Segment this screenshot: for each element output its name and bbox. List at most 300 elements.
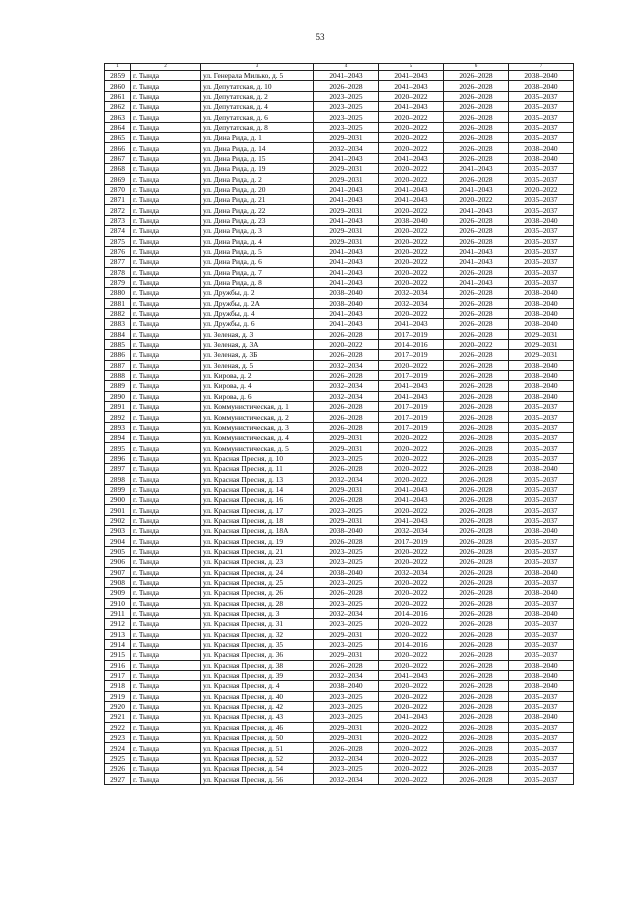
city-cell: г. Тында bbox=[131, 443, 201, 453]
period-cell-7: 2038–2040 bbox=[509, 71, 574, 81]
period-cell-6: 2041–2043 bbox=[444, 257, 509, 267]
period-cell-7: 2035–2037 bbox=[509, 195, 574, 205]
city-cell: г. Тында bbox=[131, 246, 201, 256]
row-number-cell: 2891 bbox=[105, 402, 131, 412]
period-cell-7: 2035–2037 bbox=[509, 650, 574, 660]
city-cell: г. Тында bbox=[131, 608, 201, 618]
table-row bbox=[105, 298, 574, 308]
table-row bbox=[105, 236, 574, 246]
period-cell-7: 2035–2037 bbox=[509, 133, 574, 143]
address-cell: ул. Красная Пресня, д. 31 bbox=[201, 619, 314, 629]
period-cell-7: 2038–2040 bbox=[509, 670, 574, 680]
period-cell-7: 2035–2037 bbox=[509, 774, 574, 784]
table-row bbox=[105, 329, 574, 339]
period-cell-4: 2032–2034 bbox=[314, 474, 379, 484]
period-cell-4: 2038–2040 bbox=[314, 298, 379, 308]
address-cell: ул. Красная Пресня, д. 56 bbox=[201, 774, 314, 784]
period-cell-5: 2041–2043 bbox=[379, 81, 444, 91]
period-cell-6: 2026–2028 bbox=[444, 288, 509, 298]
address-cell: ул. Красная Пресня, д. 18А bbox=[201, 526, 314, 536]
period-cell-4: 2029–2031 bbox=[314, 236, 379, 246]
period-cell-7: 2035–2037 bbox=[509, 412, 574, 422]
table-row bbox=[105, 650, 574, 660]
table-row bbox=[105, 184, 574, 194]
table-row bbox=[105, 567, 574, 577]
schedule-table bbox=[104, 63, 574, 785]
row-number-cell: 2869 bbox=[105, 174, 131, 184]
period-cell-6: 2026–2028 bbox=[444, 557, 509, 567]
period-cell-5: 2020–2022 bbox=[379, 453, 444, 463]
period-cell-4: 2041–2043 bbox=[314, 319, 379, 329]
row-number-cell: 2878 bbox=[105, 267, 131, 277]
period-cell-5: 2041–2043 bbox=[379, 712, 444, 722]
table-row bbox=[105, 433, 574, 443]
address-cell: ул. Красная Пресня, д. 42 bbox=[201, 701, 314, 711]
period-cell-5: 2020–2022 bbox=[379, 246, 444, 256]
period-cell-6: 2026–2028 bbox=[444, 495, 509, 505]
row-number-cell: 2884 bbox=[105, 329, 131, 339]
period-cell-6: 2026–2028 bbox=[444, 370, 509, 380]
city-cell: г. Тында bbox=[131, 350, 201, 360]
period-cell-4: 2023–2025 bbox=[314, 598, 379, 608]
period-cell-5: 2020–2022 bbox=[379, 660, 444, 670]
period-cell-6: 2026–2028 bbox=[444, 215, 509, 225]
city-cell: г. Тында bbox=[131, 329, 201, 339]
table-row bbox=[105, 133, 574, 143]
period-cell-5: 2020–2022 bbox=[379, 236, 444, 246]
row-number-cell: 2917 bbox=[105, 670, 131, 680]
period-cell-5: 2020–2022 bbox=[379, 464, 444, 474]
table-row bbox=[105, 639, 574, 649]
address-cell: ул. Депутатская, д. 2 bbox=[201, 91, 314, 101]
document-table-container bbox=[104, 63, 574, 785]
period-cell-4: 2020–2022 bbox=[314, 339, 379, 349]
address-cell: ул. Красная Пресня, д. 28 bbox=[201, 598, 314, 608]
period-cell-4: 2023–2025 bbox=[314, 122, 379, 132]
row-number-cell: 2907 bbox=[105, 567, 131, 577]
row-number-cell: 2912 bbox=[105, 619, 131, 629]
row-number-cell: 2913 bbox=[105, 629, 131, 639]
column-number-1: 1 bbox=[105, 64, 131, 71]
city-cell: г. Тында bbox=[131, 153, 201, 163]
row-number-cell: 2900 bbox=[105, 495, 131, 505]
period-cell-4: 2032–2034 bbox=[314, 608, 379, 618]
table-row bbox=[105, 412, 574, 422]
row-number-cell: 2885 bbox=[105, 339, 131, 349]
address-cell: ул. Дина Рида, д. 6 bbox=[201, 257, 314, 267]
address-cell: ул. Красная Пресня, д. 46 bbox=[201, 722, 314, 732]
period-cell-7: 2035–2037 bbox=[509, 122, 574, 132]
period-cell-5: 2014–2016 bbox=[379, 639, 444, 649]
row-number-cell: 2927 bbox=[105, 774, 131, 784]
address-cell: ул. Красная Пресня, д. 19 bbox=[201, 536, 314, 546]
period-cell-7: 2038–2040 bbox=[509, 370, 574, 380]
period-cell-7: 2035–2037 bbox=[509, 474, 574, 484]
period-cell-7: 2038–2040 bbox=[509, 567, 574, 577]
address-cell: ул. Красная Пресня, д. 25 bbox=[201, 577, 314, 587]
city-cell: г. Тында bbox=[131, 422, 201, 432]
table-row bbox=[105, 350, 574, 360]
period-cell-4: 2038–2040 bbox=[314, 288, 379, 298]
period-cell-7: 2035–2037 bbox=[509, 764, 574, 774]
period-cell-6: 2026–2028 bbox=[444, 722, 509, 732]
period-cell-5: 2020–2022 bbox=[379, 557, 444, 567]
period-cell-7: 2035–2037 bbox=[509, 174, 574, 184]
table-row bbox=[105, 546, 574, 556]
table-row bbox=[105, 381, 574, 391]
period-cell-5: 2020–2022 bbox=[379, 701, 444, 711]
city-cell: г. Тында bbox=[131, 567, 201, 577]
row-number-cell: 2920 bbox=[105, 701, 131, 711]
period-cell-7: 2038–2040 bbox=[509, 319, 574, 329]
city-cell: г. Тында bbox=[131, 598, 201, 608]
address-cell: ул. Дина Рида, д. 20 bbox=[201, 184, 314, 194]
column-number-6: 6 bbox=[444, 64, 509, 71]
address-cell: ул. Коммунистическая, д. 5 bbox=[201, 443, 314, 453]
row-number-cell: 2882 bbox=[105, 308, 131, 318]
period-cell-5: 2020–2022 bbox=[379, 308, 444, 318]
period-cell-7: 2038–2040 bbox=[509, 143, 574, 153]
city-cell: г. Тында bbox=[131, 557, 201, 567]
table-row bbox=[105, 246, 574, 256]
period-cell-4: 2041–2043 bbox=[314, 71, 379, 81]
city-cell: г. Тында bbox=[131, 122, 201, 132]
period-cell-6: 2026–2028 bbox=[444, 567, 509, 577]
period-cell-4: 2026–2028 bbox=[314, 495, 379, 505]
table-row bbox=[105, 743, 574, 753]
table-row bbox=[105, 91, 574, 101]
table-row bbox=[105, 764, 574, 774]
table-row bbox=[105, 402, 574, 412]
table-row bbox=[105, 598, 574, 608]
period-cell-4: 2032–2034 bbox=[314, 381, 379, 391]
period-cell-7: 2035–2037 bbox=[509, 733, 574, 743]
period-cell-5: 2038–2040 bbox=[379, 215, 444, 225]
period-cell-7: 2035–2037 bbox=[509, 619, 574, 629]
period-cell-6: 2041–2043 bbox=[444, 164, 509, 174]
period-cell-6: 2026–2028 bbox=[444, 350, 509, 360]
period-cell-7: 2029–2031 bbox=[509, 339, 574, 349]
row-number-cell: 2873 bbox=[105, 215, 131, 225]
period-cell-6: 2026–2028 bbox=[444, 236, 509, 246]
period-cell-4: 2041–2043 bbox=[314, 267, 379, 277]
period-cell-5: 2017–2019 bbox=[379, 536, 444, 546]
period-cell-4: 2029–2031 bbox=[314, 629, 379, 639]
address-cell: ул. Коммунистическая, д. 3 bbox=[201, 422, 314, 432]
period-cell-6: 2026–2028 bbox=[444, 329, 509, 339]
period-cell-7: 2038–2040 bbox=[509, 464, 574, 474]
row-number-cell: 2903 bbox=[105, 526, 131, 536]
period-cell-4: 2026–2028 bbox=[314, 329, 379, 339]
period-cell-4: 2029–2031 bbox=[314, 164, 379, 174]
city-cell: г. Тында bbox=[131, 143, 201, 153]
period-cell-5: 2020–2022 bbox=[379, 681, 444, 691]
address-cell: ул. Дружбы, д. 4 bbox=[201, 308, 314, 318]
row-number-cell: 2901 bbox=[105, 505, 131, 515]
period-cell-6: 2026–2028 bbox=[444, 577, 509, 587]
period-cell-6: 2026–2028 bbox=[444, 743, 509, 753]
address-cell: ул. Красная Пресня, д. 24 bbox=[201, 567, 314, 577]
row-number-cell: 2911 bbox=[105, 608, 131, 618]
address-cell: ул. Дина Рида, д. 22 bbox=[201, 205, 314, 215]
city-cell: г. Тында bbox=[131, 495, 201, 505]
period-cell-5: 2032–2034 bbox=[379, 288, 444, 298]
period-cell-4: 2041–2043 bbox=[314, 184, 379, 194]
city-cell: г. Тында bbox=[131, 639, 201, 649]
period-cell-5: 2020–2022 bbox=[379, 588, 444, 598]
period-cell-6: 2026–2028 bbox=[444, 660, 509, 670]
table-row bbox=[105, 195, 574, 205]
table-row bbox=[105, 205, 574, 215]
city-cell: г. Тында bbox=[131, 474, 201, 484]
table-row bbox=[105, 515, 574, 525]
city-cell: г. Тында bbox=[131, 526, 201, 536]
period-cell-5: 2032–2034 bbox=[379, 567, 444, 577]
period-cell-4: 2023–2025 bbox=[314, 102, 379, 112]
table-row bbox=[105, 722, 574, 732]
period-cell-4: 2026–2028 bbox=[314, 412, 379, 422]
period-cell-6: 2026–2028 bbox=[444, 422, 509, 432]
period-cell-6: 2026–2028 bbox=[444, 102, 509, 112]
period-cell-6: 2026–2028 bbox=[444, 133, 509, 143]
row-number-cell: 2861 bbox=[105, 91, 131, 101]
period-cell-5: 2041–2043 bbox=[379, 484, 444, 494]
address-cell: ул. Дружбы, д. 2 bbox=[201, 288, 314, 298]
column-number-7: 7 bbox=[509, 64, 574, 71]
period-cell-7: 2029–2031 bbox=[509, 329, 574, 339]
table-row bbox=[105, 153, 574, 163]
row-number-cell: 2868 bbox=[105, 164, 131, 174]
period-cell-7: 2035–2037 bbox=[509, 515, 574, 525]
city-cell: г. Тында bbox=[131, 360, 201, 370]
city-cell: г. Тында bbox=[131, 164, 201, 174]
period-cell-5: 2017–2019 bbox=[379, 329, 444, 339]
period-cell-7: 2035–2037 bbox=[509, 495, 574, 505]
period-cell-4: 2032–2034 bbox=[314, 753, 379, 763]
period-cell-7: 2038–2040 bbox=[509, 81, 574, 91]
row-number-cell: 2876 bbox=[105, 246, 131, 256]
period-cell-7: 2035–2037 bbox=[509, 639, 574, 649]
period-cell-5: 2041–2043 bbox=[379, 153, 444, 163]
page-number: 53 bbox=[315, 32, 325, 42]
city-cell: г. Тында bbox=[131, 288, 201, 298]
address-cell: ул. Красная Пресня, д. 23 bbox=[201, 557, 314, 567]
period-cell-6: 2026–2028 bbox=[444, 774, 509, 784]
period-cell-5: 2020–2022 bbox=[379, 722, 444, 732]
period-cell-4: 2023–2025 bbox=[314, 453, 379, 463]
row-number-cell: 2921 bbox=[105, 712, 131, 722]
period-cell-5: 2041–2043 bbox=[379, 71, 444, 81]
period-cell-6: 2026–2028 bbox=[444, 174, 509, 184]
city-cell: г. Тында bbox=[131, 588, 201, 598]
period-cell-6: 2026–2028 bbox=[444, 753, 509, 763]
period-cell-4: 2023–2025 bbox=[314, 619, 379, 629]
city-cell: г. Тында bbox=[131, 381, 201, 391]
period-cell-7: 2035–2037 bbox=[509, 236, 574, 246]
row-number-cell: 2908 bbox=[105, 577, 131, 587]
period-cell-4: 2023–2025 bbox=[314, 712, 379, 722]
row-number-cell: 2880 bbox=[105, 288, 131, 298]
period-cell-4: 2029–2031 bbox=[314, 174, 379, 184]
period-cell-5: 2020–2022 bbox=[379, 733, 444, 743]
address-cell: ул. Красная Пресня, д. 13 bbox=[201, 474, 314, 484]
row-number-cell: 2862 bbox=[105, 102, 131, 112]
period-cell-5: 2020–2022 bbox=[379, 226, 444, 236]
period-cell-4: 2023–2025 bbox=[314, 577, 379, 587]
period-cell-5: 2020–2022 bbox=[379, 122, 444, 132]
city-cell: г. Тында bbox=[131, 277, 201, 287]
table-row bbox=[105, 112, 574, 122]
table-row bbox=[105, 701, 574, 711]
period-cell-5: 2014–2016 bbox=[379, 339, 444, 349]
address-cell: ул. Дина Рида, д. 21 bbox=[201, 195, 314, 205]
city-cell: г. Тында bbox=[131, 257, 201, 267]
period-cell-6: 2026–2028 bbox=[444, 412, 509, 422]
period-cell-4: 2029–2031 bbox=[314, 133, 379, 143]
address-cell: ул. Красная Пресня, д. 51 bbox=[201, 743, 314, 753]
address-cell: ул. Красная Пресня, д. 40 bbox=[201, 691, 314, 701]
period-cell-6: 2026–2028 bbox=[444, 526, 509, 536]
period-cell-7: 2035–2037 bbox=[509, 629, 574, 639]
period-cell-4: 2041–2043 bbox=[314, 215, 379, 225]
period-cell-6: 2026–2028 bbox=[444, 122, 509, 132]
period-cell-5: 2041–2043 bbox=[379, 495, 444, 505]
period-cell-6: 2026–2028 bbox=[444, 81, 509, 91]
address-cell: ул. Дружбы, д. 6 bbox=[201, 319, 314, 329]
address-cell: ул. Депутатская, д. 8 bbox=[201, 122, 314, 132]
period-cell-7: 2035–2037 bbox=[509, 443, 574, 453]
city-cell: г. Тында bbox=[131, 308, 201, 318]
period-cell-5: 2017–2019 bbox=[379, 370, 444, 380]
period-cell-7: 2035–2037 bbox=[509, 226, 574, 236]
city-cell: г. Тында bbox=[131, 753, 201, 763]
period-cell-7: 2035–2037 bbox=[509, 205, 574, 215]
table-row bbox=[105, 577, 574, 587]
period-cell-7: 2038–2040 bbox=[509, 215, 574, 225]
row-number-cell: 2897 bbox=[105, 464, 131, 474]
period-cell-5: 2041–2043 bbox=[379, 381, 444, 391]
table-row bbox=[105, 391, 574, 401]
period-cell-4: 2041–2043 bbox=[314, 257, 379, 267]
table-row bbox=[105, 164, 574, 174]
period-cell-5: 2017–2019 bbox=[379, 412, 444, 422]
city-cell: г. Тында bbox=[131, 412, 201, 422]
table-row bbox=[105, 257, 574, 267]
row-number-cell: 2875 bbox=[105, 236, 131, 246]
period-cell-7: 2035–2037 bbox=[509, 701, 574, 711]
period-cell-4: 2029–2031 bbox=[314, 722, 379, 732]
row-number-cell: 2881 bbox=[105, 298, 131, 308]
period-cell-4: 2029–2031 bbox=[314, 226, 379, 236]
table-row bbox=[105, 81, 574, 91]
city-cell: г. Тында bbox=[131, 629, 201, 639]
period-cell-4: 2032–2034 bbox=[314, 391, 379, 401]
period-cell-5: 2041–2043 bbox=[379, 102, 444, 112]
address-cell: ул. Зеленая, д. 3А bbox=[201, 339, 314, 349]
period-cell-7: 2038–2040 bbox=[509, 153, 574, 163]
period-cell-7: 2035–2037 bbox=[509, 112, 574, 122]
address-cell: ул. Зеленая, д. 5 bbox=[201, 360, 314, 370]
table-row bbox=[105, 226, 574, 236]
city-cell: г. Тында bbox=[131, 112, 201, 122]
period-cell-6: 2026–2028 bbox=[444, 381, 509, 391]
period-cell-4: 2041–2043 bbox=[314, 277, 379, 287]
period-cell-4: 2029–2031 bbox=[314, 733, 379, 743]
address-cell: ул. Дина Рида, д. 14 bbox=[201, 143, 314, 153]
address-cell: ул. Красная Пресня, д. 36 bbox=[201, 650, 314, 660]
table-row bbox=[105, 484, 574, 494]
period-cell-4: 2026–2028 bbox=[314, 422, 379, 432]
period-cell-7: 2038–2040 bbox=[509, 298, 574, 308]
table-row bbox=[105, 360, 574, 370]
period-cell-4: 2029–2031 bbox=[314, 650, 379, 660]
period-cell-4: 2023–2025 bbox=[314, 701, 379, 711]
row-number-cell: 2863 bbox=[105, 112, 131, 122]
period-cell-5: 2020–2022 bbox=[379, 174, 444, 184]
city-cell: г. Тында bbox=[131, 215, 201, 225]
period-cell-4: 2032–2034 bbox=[314, 670, 379, 680]
city-cell: г. Тында bbox=[131, 205, 201, 215]
period-cell-5: 2041–2043 bbox=[379, 184, 444, 194]
address-cell: ул. Красная Пресня, д. 4 bbox=[201, 681, 314, 691]
city-cell: г. Тында bbox=[131, 339, 201, 349]
period-cell-4: 2041–2043 bbox=[314, 246, 379, 256]
city-cell: г. Тында bbox=[131, 660, 201, 670]
period-cell-4: 2029–2031 bbox=[314, 443, 379, 453]
row-number-cell: 2889 bbox=[105, 381, 131, 391]
period-cell-7: 2035–2037 bbox=[509, 536, 574, 546]
period-cell-5: 2020–2022 bbox=[379, 257, 444, 267]
period-cell-6: 2026–2028 bbox=[444, 443, 509, 453]
city-cell: г. Тында bbox=[131, 743, 201, 753]
address-cell: ул. Красная Пресня, д. 11 bbox=[201, 464, 314, 474]
city-cell: г. Тында bbox=[131, 505, 201, 515]
city-cell: г. Тында bbox=[131, 433, 201, 443]
table-row bbox=[105, 588, 574, 598]
row-number-cell: 2893 bbox=[105, 422, 131, 432]
period-cell-5: 2020–2022 bbox=[379, 629, 444, 639]
period-cell-6: 2041–2043 bbox=[444, 205, 509, 215]
table-row bbox=[105, 619, 574, 629]
period-cell-6: 2026–2028 bbox=[444, 308, 509, 318]
period-cell-4: 2023–2025 bbox=[314, 91, 379, 101]
address-cell: ул. Зеленая, д. 3 bbox=[201, 329, 314, 339]
period-cell-4: 2023–2025 bbox=[314, 764, 379, 774]
table-row bbox=[105, 443, 574, 453]
period-cell-6: 2026–2028 bbox=[444, 464, 509, 474]
row-number-cell: 2879 bbox=[105, 277, 131, 287]
city-cell: г. Тында bbox=[131, 722, 201, 732]
row-number-cell: 2905 bbox=[105, 546, 131, 556]
period-cell-5: 2032–2034 bbox=[379, 298, 444, 308]
address-cell: ул. Красная Пресня, д. 54 bbox=[201, 764, 314, 774]
period-cell-4: 2029–2031 bbox=[314, 433, 379, 443]
period-cell-5: 2041–2043 bbox=[379, 670, 444, 680]
table-row bbox=[105, 629, 574, 639]
table-row bbox=[105, 102, 574, 112]
city-cell: г. Тында bbox=[131, 102, 201, 112]
table-row bbox=[105, 122, 574, 132]
period-cell-5: 2020–2022 bbox=[379, 743, 444, 753]
address-cell: ул. Дина Рида, д. 8 bbox=[201, 277, 314, 287]
period-cell-4: 2026–2028 bbox=[314, 660, 379, 670]
period-cell-5: 2041–2043 bbox=[379, 319, 444, 329]
address-cell: ул. Дина Рида, д. 7 bbox=[201, 267, 314, 277]
city-cell: г. Тында bbox=[131, 391, 201, 401]
period-cell-7: 2020–2022 bbox=[509, 184, 574, 194]
table-header-row bbox=[105, 64, 574, 71]
table-row bbox=[105, 370, 574, 380]
